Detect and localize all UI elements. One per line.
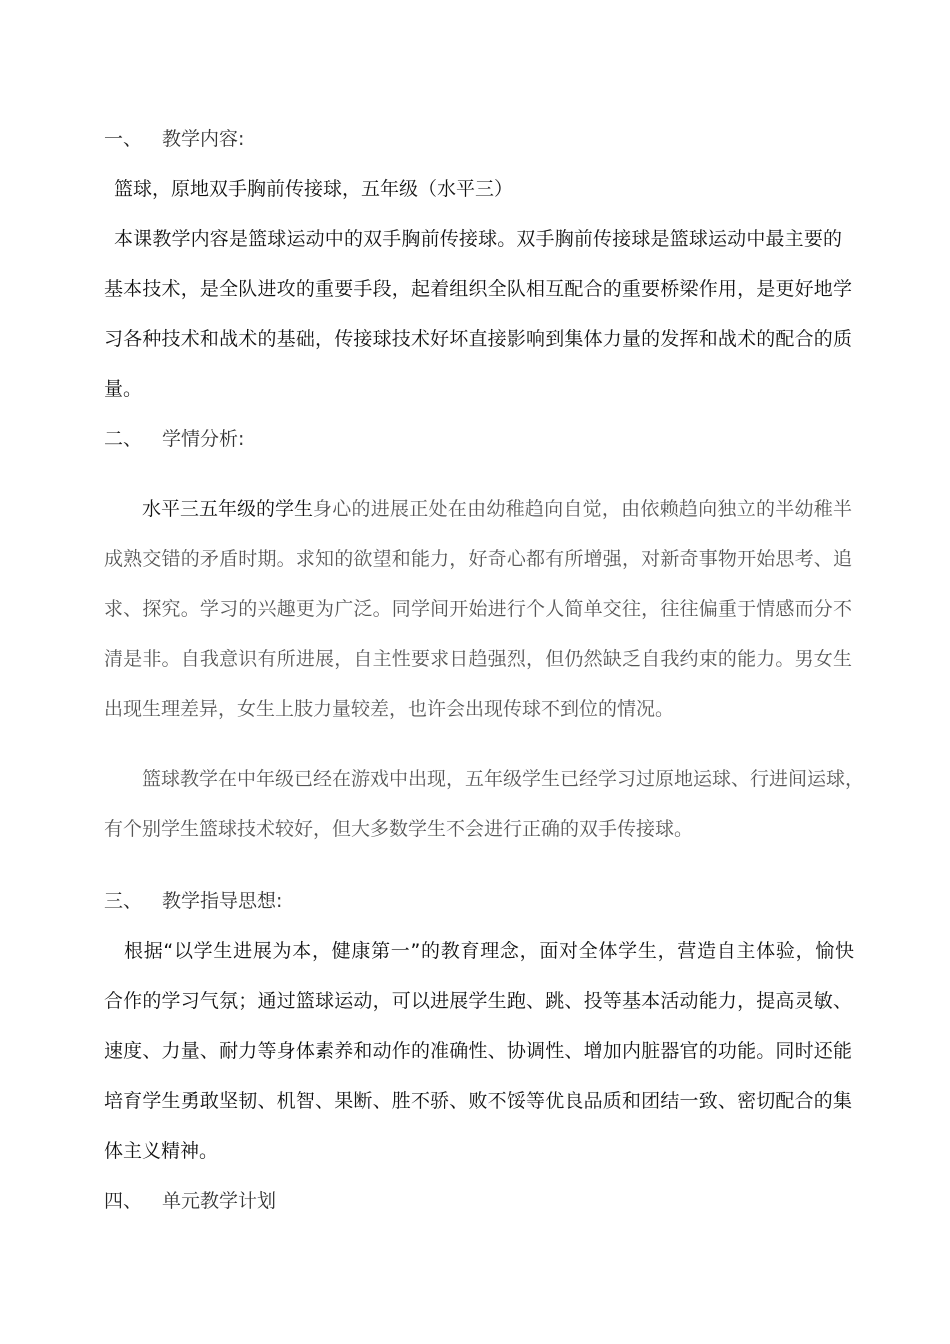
section-1-subtitle: 篮球，原地双手胸前传接球，五年级（水平三） (114, 178, 514, 200)
section-3-para-line-1: 根据“以学生进展为本，健康第一”的教育理念，面对全体学生，营造自主体验，愉快 (124, 940, 854, 962)
section-2-para1-line-5: 出现生理差异，女生上肢力量较差，也许会出现传球不到位的情况。 (104, 698, 675, 720)
section-1-para-line-4: 量。 (104, 378, 143, 400)
section-2-number: 二、 (104, 428, 143, 450)
section-2-para2-line-1: 篮球教学在中年级已经在游戏中出现，五年级学生已经学习过原地运球、行进间运球， (142, 768, 865, 790)
section-1-para-line-2: 基本技术，是全队进攻的重要手段，起着组织全队相互配合的重要桥梁作用，是更好地学 (104, 278, 852, 300)
section-2-para1-line-1 (142, 496, 852, 522)
section-1-para-line-3: 习各种技术和战术的基础，传接球技术好坏直接影响到集体力量的发挥和战术的配合的质 (104, 328, 852, 350)
section-2-para2-line-2: 有个别学生篮球技术较好，但大多数学生不会进行正确的双手传接球。 (104, 818, 694, 840)
section-3-para-line-3: 速度、力量、耐力等身体素养和动作的准确性、协调性、增加内脏器官的功能。同时还能 (104, 1040, 852, 1062)
section-4-number: 四、 (104, 1190, 143, 1212)
section-2-para1-rest: 身心的进展正处在由幼稚趋向自觉，由依赖趋向独立的半幼稚半 (313, 498, 852, 520)
section-3-para-line-4: 培育学生勇敢坚韧、机智、果断、胜不骄、败不馁等优良品质和团结一致、密切配合的集 (104, 1090, 852, 1112)
section-1-number: 一、 (104, 128, 143, 150)
section-3-para-line-2: 合作的学习气氛；通过篮球运动，可以进展学生跑、跳、投等基本活动能力，提高灵敏、 (104, 990, 852, 1012)
section-3-title: 教学指导思想: (162, 890, 283, 912)
section-2-para1-line-2: 成熟交错的矛盾时期。求知的欲望和能力，好奇心都有所增强，对新奇事物开始思考、追 (104, 548, 852, 570)
section-1-title: 教学内容: (162, 128, 245, 150)
section-2-para1-line-3: 求、探究。学习的兴趣更为广泛。同学间开始进行个人简单交往，往往偏重于情感而分不 (104, 598, 852, 620)
section-2-para1-lead: 水平三五年级的学生 (142, 498, 314, 520)
section-1-para-line-1: 本课教学内容是篮球运动中的双手胸前传接球。双手胸前传接球是篮球运动中最主要的 (114, 228, 842, 250)
section-2-para1-line-4: 清是非。自我意识有所进展，自主性要求日趋强烈，但仍然缺乏自我约束的能力。男女生 (104, 648, 852, 670)
section-4-title: 单元教学计划 (162, 1190, 277, 1212)
section-2-title: 学情分析: (162, 428, 245, 450)
section-3-para-line-5: 体主义精神。 (104, 1140, 219, 1162)
section-3-number: 三、 (104, 890, 143, 912)
